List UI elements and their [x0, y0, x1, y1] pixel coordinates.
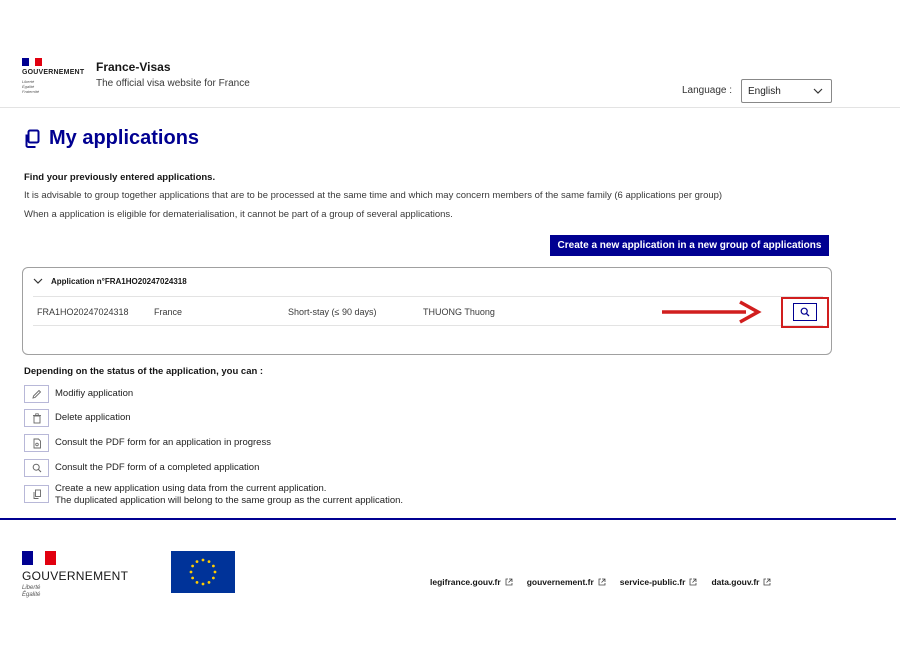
eu-star	[196, 560, 199, 563]
motto-graphic: Liberté Égalité	[22, 585, 41, 598]
view-application-button[interactable]	[793, 303, 817, 321]
eu-star	[190, 571, 193, 574]
language-value: English	[748, 86, 781, 97]
legend-label: Consult the PDF form for an application in progress	[55, 437, 271, 448]
chevron-down-icon	[813, 86, 823, 96]
application-accordion-header[interactable]	[33, 276, 187, 286]
trash-icon	[24, 409, 49, 427]
french-flag-icon	[22, 551, 56, 565]
legend-label: Create a new application using data from the current application.	[55, 483, 327, 494]
legend-label: Modifiy application	[55, 388, 134, 399]
footer-divider	[0, 518, 896, 520]
eu-flag-icon	[171, 551, 235, 593]
application-header-number: Application n°FRA1HO20247024318	[51, 276, 187, 286]
eu-star	[191, 565, 194, 568]
external-link-icon	[505, 578, 513, 586]
actions-legend-title: Depending on the status of the application, you can :	[24, 366, 264, 377]
eu-star	[202, 583, 205, 586]
gov-label: GOUVERNEMENT	[22, 69, 85, 76]
motto-graphic: Liberté Égalité Fraternité	[22, 79, 40, 94]
external-link-icon	[598, 578, 606, 586]
eu-star	[212, 577, 215, 580]
eu-star	[196, 581, 199, 584]
eu-star	[202, 559, 205, 562]
footer-link-label: service-public.fr	[619, 577, 686, 587]
divider	[33, 296, 823, 297]
search-icon	[24, 459, 49, 477]
chevron-down-icon	[33, 276, 43, 286]
legend-label-secondary: The duplicated application will belong to the same group as the current application.	[55, 495, 404, 506]
legend-item-delete	[24, 409, 131, 427]
application-visa-type: Short-stay (≤ 90 days)	[288, 307, 377, 317]
footer-link-data-gouv[interactable]	[711, 577, 771, 587]
footer-government-logo[interactable]	[22, 551, 128, 599]
footer-gov-label: GOUVERNEMENT	[22, 569, 129, 583]
eu-star	[212, 565, 215, 568]
footer-link-label: legifrance.gouv.fr	[430, 577, 501, 587]
footer-link-gouvernement[interactable]	[527, 577, 606, 587]
copy-documents-icon	[24, 129, 41, 149]
eu-star	[208, 581, 211, 584]
application-number: FRA1HO20247024318	[37, 307, 129, 317]
legend-item-modify	[24, 385, 133, 403]
intro-text-grouping: It is advisable to group together applications that are to be processed at the same time and which may concern members of the same family (6 applications per group)	[24, 190, 723, 201]
language-label: Language :	[682, 85, 733, 96]
legend-item-pdf-completed	[24, 459, 259, 477]
footer-links	[430, 577, 785, 587]
government-logo[interactable]	[22, 58, 102, 94]
language-select[interactable]	[741, 79, 832, 103]
legend-item-duplicate	[24, 483, 403, 507]
intro-text-dematerialisation: When a application is eligible for dematerialisation, it cannot be part of a group of several applications.	[24, 209, 453, 220]
site-title[interactable]: France-Visas	[96, 60, 171, 74]
document-icon	[24, 434, 49, 452]
legend-label: Delete application	[55, 412, 131, 423]
eu-star	[208, 560, 211, 563]
eu-star	[191, 577, 194, 580]
french-flag-icon	[22, 58, 42, 66]
divider	[33, 325, 823, 326]
footer-link-label: gouvernement.fr	[526, 577, 594, 587]
footer-link-label: data.gouv.fr	[711, 577, 760, 587]
create-new-group-button[interactable]: Create a new application in a new group of applications	[550, 235, 829, 256]
legend-item-pdf-in-progress	[24, 434, 271, 452]
external-link-icon	[689, 578, 697, 586]
page-title-block	[24, 127, 199, 150]
legend-label: Consult the PDF form of a completed application	[55, 462, 260, 473]
site-tagline: The official visa website for France	[96, 78, 250, 89]
intro-heading: Find your previously entered applications.	[24, 172, 216, 183]
site-header	[0, 0, 900, 108]
application-applicant: THUONG Thuong	[423, 307, 495, 317]
footer-link-legifrance[interactable]	[430, 577, 513, 587]
search-icon	[800, 307, 810, 317]
footer-link-service-public[interactable]	[620, 577, 698, 587]
pencil-icon	[24, 385, 49, 403]
duplicate-icon	[24, 485, 49, 503]
application-destination: France	[154, 307, 183, 317]
red-arrow-annotation	[662, 300, 762, 324]
eu-star	[214, 571, 217, 574]
page-title: My applications	[49, 127, 200, 149]
external-link-icon	[763, 578, 771, 586]
